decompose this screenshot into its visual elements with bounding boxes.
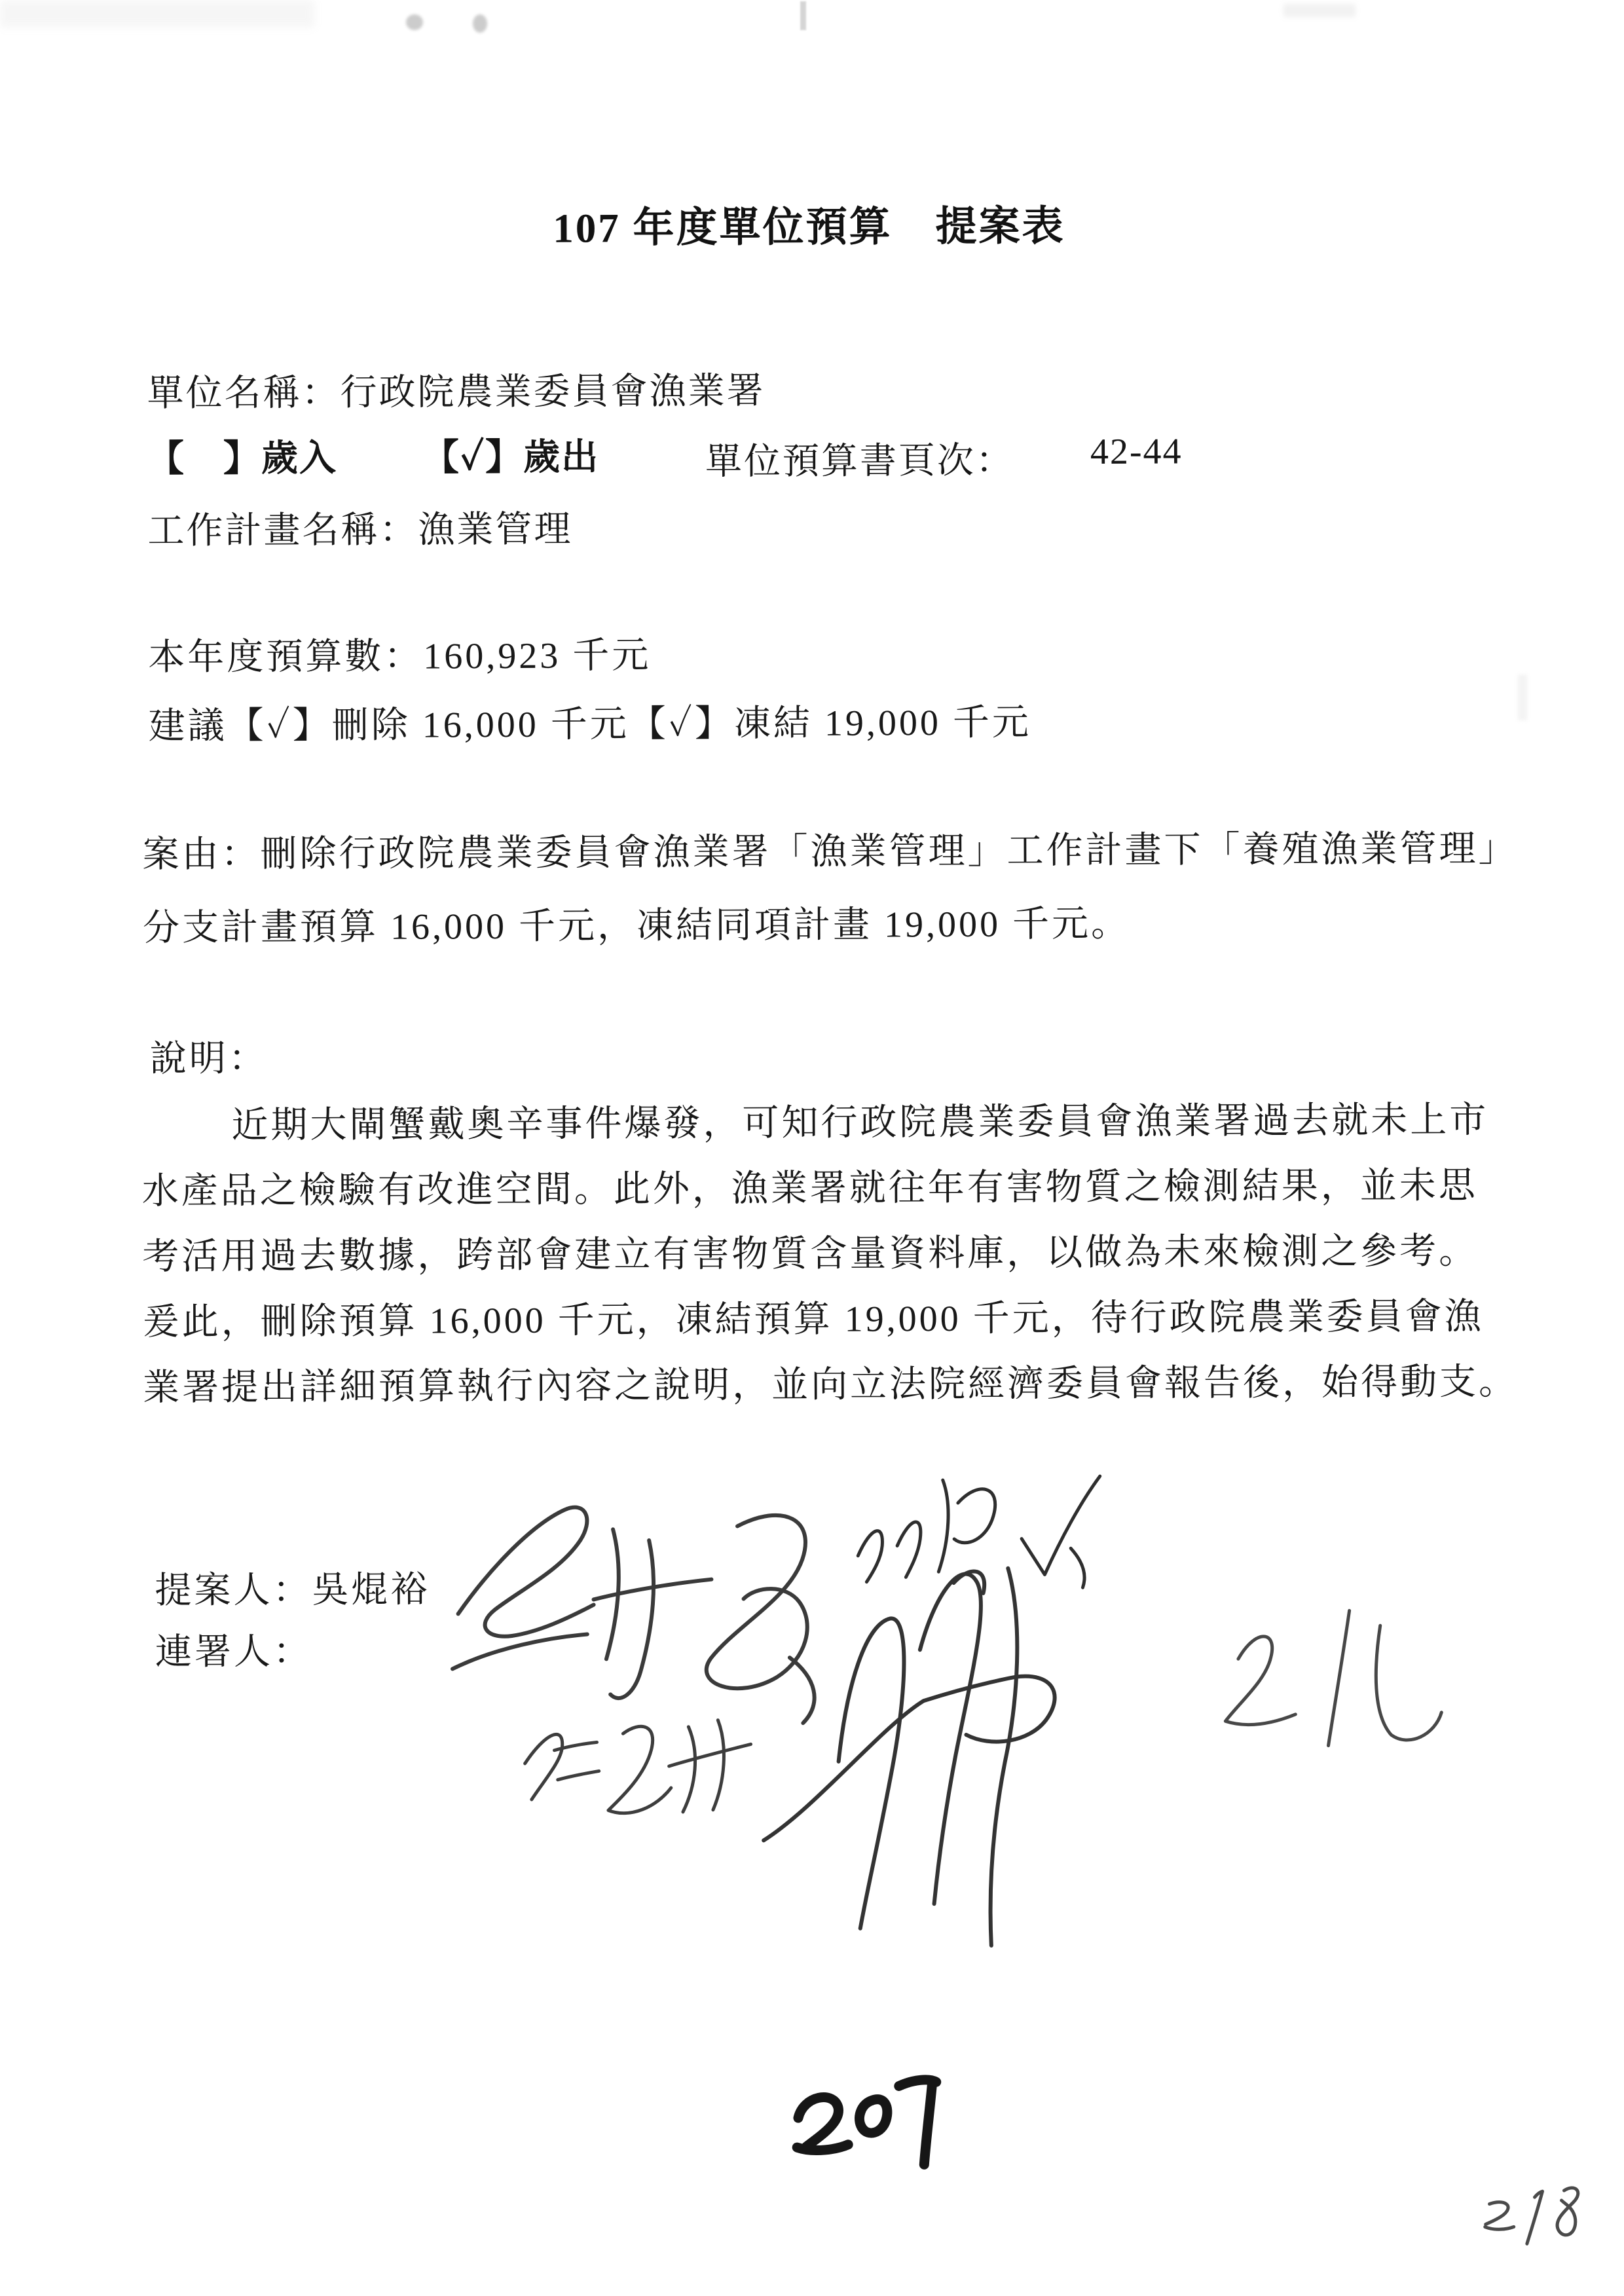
budget-book-page-value: 42-44 — [1090, 431, 1183, 473]
cosigner-label: 連署人： — [155, 1631, 313, 1673]
cosigner-signature-scribble-1 — [525, 1720, 751, 1813]
work-plan-line: 工作計畫名稱：漁業管理 — [147, 509, 573, 552]
proposer-label: 提案人： — [155, 1570, 312, 1612]
case-reason-line-2: 分支計畫預算 16,000 千元，凍結同項計畫 19,000 千元。 — [142, 903, 1131, 949]
case-reason-line-1: 案由：刪除行政院農業委員會漁業署「漁業管理」工作計畫下「養殖漁業管理」 — [142, 828, 1518, 876]
signatures-overlay — [395, 1437, 1510, 1966]
revenue-checkbox: 【 】歲入 — [147, 438, 338, 480]
handwritten-page-number — [775, 2062, 965, 2194]
explanation-line: 考活用過去數據，跨部會建立有害物質含量資料庫，以做為未來檢測之參考。 — [142, 1231, 1479, 1278]
current-budget-line: 本年度預算數：160,923 千元 — [148, 635, 652, 678]
proposer-name: 吳焜裕 — [312, 1569, 430, 1611]
proposer-line — [155, 1561, 430, 1614]
handwritten-corner-number — [1472, 2177, 1604, 2257]
cosigner-signature-scribble-3 — [1225, 1610, 1442, 1746]
page-title: 107 年度單位預算 提案表 — [553, 203, 1065, 251]
explanation-line: 業署提出詳細預算執行內容之說明，並向立法院經濟委員會報告後，始得動支。 — [142, 1361, 1519, 1409]
explanation-line: 水產品之檢驗有改進空間。此外，漁業署就往年有害物質之檢測結果，並未思 — [141, 1165, 1478, 1212]
unit-name-line: 單位名稱：行政院農業委員會漁業署 — [147, 371, 766, 415]
expenditure-checkbox: 【✓】歲出 — [422, 437, 600, 479]
cosigner-line — [155, 1622, 312, 1675]
proposer-signature-scribble — [452, 1506, 815, 1724]
explanation-label: 說明： — [149, 1038, 268, 1080]
suggestion-line: 建議【✓】刪除 16,000 千元【✓】凍結 19,000 千元 — [148, 702, 1032, 747]
explanation-line: 近期大閘蟹戴奧辛事件爆發，可知行政院農業委員會漁業署過去就未上市 — [231, 1100, 1489, 1146]
explanation-line: 爰此，刪除預算 16,000 千元，凍結預算 19,000 千元，待行政院農業委員會漁 — [142, 1296, 1484, 1343]
budget-book-page-label: 單位預算書頁次： — [705, 440, 1015, 483]
